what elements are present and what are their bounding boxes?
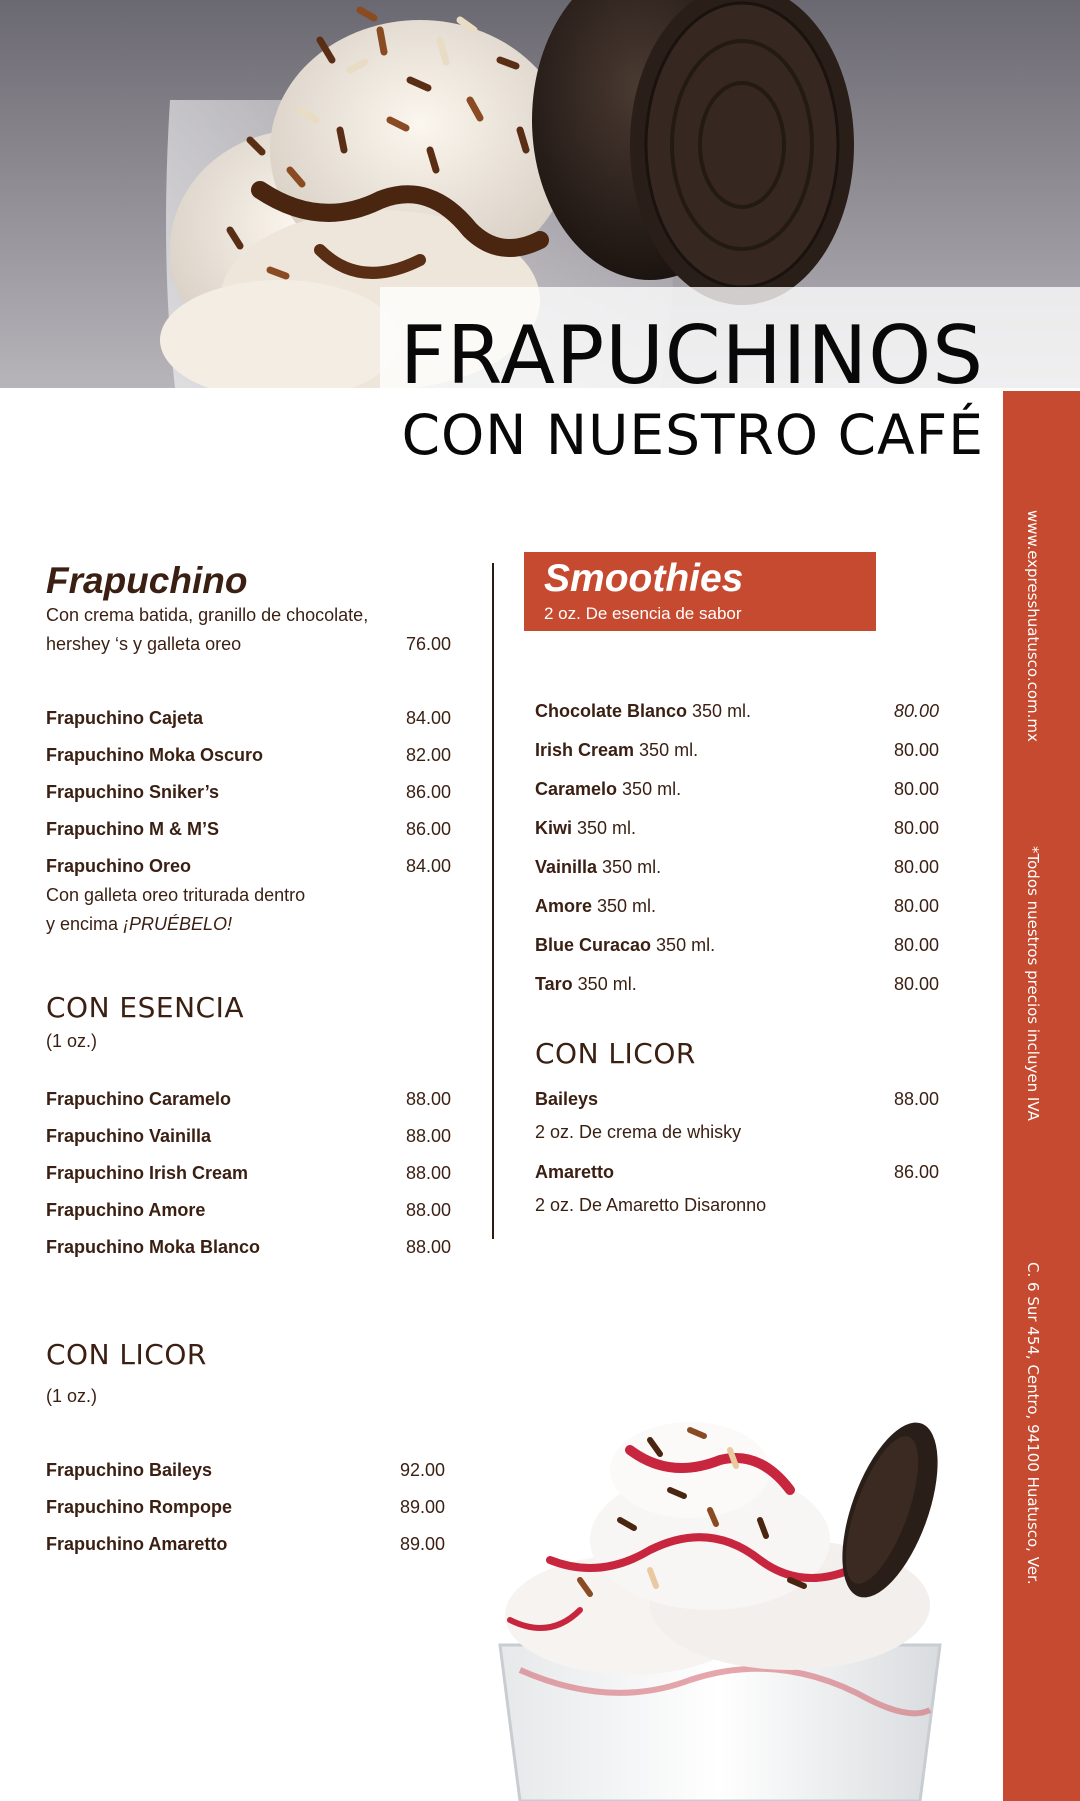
item-label: Taro	[535, 974, 573, 994]
item-label: Irish Cream	[535, 740, 635, 760]
menu-item-price: 80.00	[893, 974, 939, 994]
menu-item-price: 80.00	[893, 935, 939, 955]
menu-item-name: Frapuchino Moka Blanco	[46, 1237, 261, 1257]
item-label: Caramelo	[535, 779, 618, 799]
menu-item-description: 2 oz. De Amaretto Disaronno	[535, 1195, 767, 1215]
menu-item-price: 84.00	[405, 708, 451, 728]
frapuchino-description-line1: Con crema batida, granillo de chocolate,	[46, 605, 369, 625]
menu-item-name	[535, 700, 751, 722]
menu-item-price: 88.00	[405, 1163, 451, 1183]
menu-item-price: 92.00	[399, 1460, 445, 1480]
menu-item-name	[535, 817, 636, 839]
menu-item-name	[535, 934, 715, 956]
menu-item-price: 86.00	[405, 782, 451, 802]
column-divider	[492, 563, 494, 1239]
menu-item-name: Frapuchino Oreo	[46, 856, 192, 876]
menu-item-price: 86.00	[405, 819, 451, 839]
menu-item-name: Frapuchino Vainilla	[46, 1126, 212, 1146]
tax-note: *Todos nuestros precios incluyen IVA	[1024, 846, 1042, 1121]
item-size: 350 ml.	[651, 935, 716, 955]
oreo-note-line1: Con galleta oreo triturada dentro	[46, 885, 306, 905]
address: C. 6 Sur 454, Centro, 94100 Huatusco, Ver.	[1024, 1262, 1042, 1585]
menu-item-name: Amaretto	[535, 1162, 615, 1182]
menu-item-name: Frapuchino Irish Cream	[46, 1163, 249, 1183]
menu-item-price: 86.00	[893, 1162, 939, 1182]
menu-item-description: 2 oz. De crema de whisky	[535, 1122, 742, 1142]
smoothies-heading: Smoothies	[544, 557, 744, 600]
oreo-note-line2	[46, 913, 232, 935]
menu-item-price: 80.00	[893, 857, 939, 877]
menu-item-name: Frapuchino Rompope	[46, 1497, 232, 1517]
con-licor-left-note: (1 oz.)	[46, 1386, 98, 1406]
page-title: FRAPUCHINOS	[399, 309, 984, 402]
menu-item-price: 88.00	[405, 1126, 451, 1146]
menu-item-name: Frapuchino Sniker’s	[46, 782, 220, 802]
menu-item-price: 89.00	[399, 1534, 445, 1554]
con-esencia-note: (1 oz.)	[46, 1031, 98, 1051]
menu-item-price: 82.00	[405, 745, 451, 765]
item-label: Amore	[535, 896, 593, 916]
menu-item-name: Frapuchino Amore	[46, 1200, 206, 1220]
menu-item-name: Frapuchino Baileys	[46, 1460, 213, 1480]
smoothies-subtitle: 2 oz. De esencia de sabor	[544, 604, 742, 623]
menu-item-price: 80.00	[893, 818, 939, 838]
con-licor-left-heading: CON LICOR	[46, 1338, 207, 1371]
menu-item-name: Baileys	[535, 1089, 599, 1109]
website-link[interactable]: www.expresshuatusco.com.mx	[1024, 510, 1042, 742]
menu-item-name	[535, 856, 661, 878]
item-size: 350 ml.	[617, 779, 682, 799]
menu-item-price: 80.00	[893, 740, 939, 760]
menu-item-price: 80.00	[893, 701, 939, 721]
menu-item-price: 80.00	[893, 896, 939, 916]
page-subtitle: CON NUESTRO CAFÉ	[401, 403, 984, 467]
oreo-note-prefix: y encima	[46, 914, 124, 934]
oreo-note-emphasis: ¡PRUÉBELO!	[123, 914, 233, 934]
frapuchino-description-line2: hershey ‘s y galleta oreo	[46, 634, 242, 654]
smoothies-banner	[524, 552, 876, 631]
menu-item-name: Frapuchino Cajeta	[46, 708, 204, 728]
item-label: Blue Curacao	[535, 935, 652, 955]
menu-item-name	[535, 895, 656, 917]
menu-item-price: 88.00	[405, 1089, 451, 1109]
item-size: 350 ml.	[572, 974, 637, 994]
menu-item-price: 88.00	[405, 1237, 451, 1257]
menu-item-price: 88.00	[893, 1089, 939, 1109]
menu-item-name	[535, 778, 681, 800]
menu-item-name: Frapuchino M & M’S	[46, 819, 219, 839]
menu-item-price: 88.00	[405, 1200, 451, 1220]
frapuchino-price: 76.00	[405, 634, 451, 654]
menu-item-name: Frapuchino Moka Oscuro	[46, 745, 264, 765]
menu-item-price: 84.00	[405, 856, 451, 876]
item-size: 350 ml.	[597, 857, 662, 877]
item-size: 350 ml.	[687, 701, 752, 721]
sundae-photo	[490, 1410, 1003, 1801]
con-licor-right-heading: CON LICOR	[535, 1037, 696, 1070]
item-size: 350 ml.	[572, 818, 637, 838]
item-size: 350 ml.	[634, 740, 699, 760]
con-esencia-heading: CON ESENCIA	[46, 991, 244, 1024]
item-label: Kiwi	[535, 818, 573, 838]
item-size: 350 ml.	[592, 896, 657, 916]
menu-item-name	[535, 973, 637, 995]
item-label: Chocolate Blanco	[535, 701, 688, 721]
item-label: Vainilla	[535, 857, 598, 877]
menu-item-price: 89.00	[399, 1497, 445, 1517]
menu-item-name: Frapuchino Caramelo	[46, 1089, 232, 1109]
menu-item-price: 80.00	[893, 779, 939, 799]
menu-item-name	[535, 739, 698, 761]
menu-item-name: Frapuchino Amaretto	[46, 1534, 228, 1554]
frapuchino-heading: Frapuchino	[46, 560, 248, 601]
